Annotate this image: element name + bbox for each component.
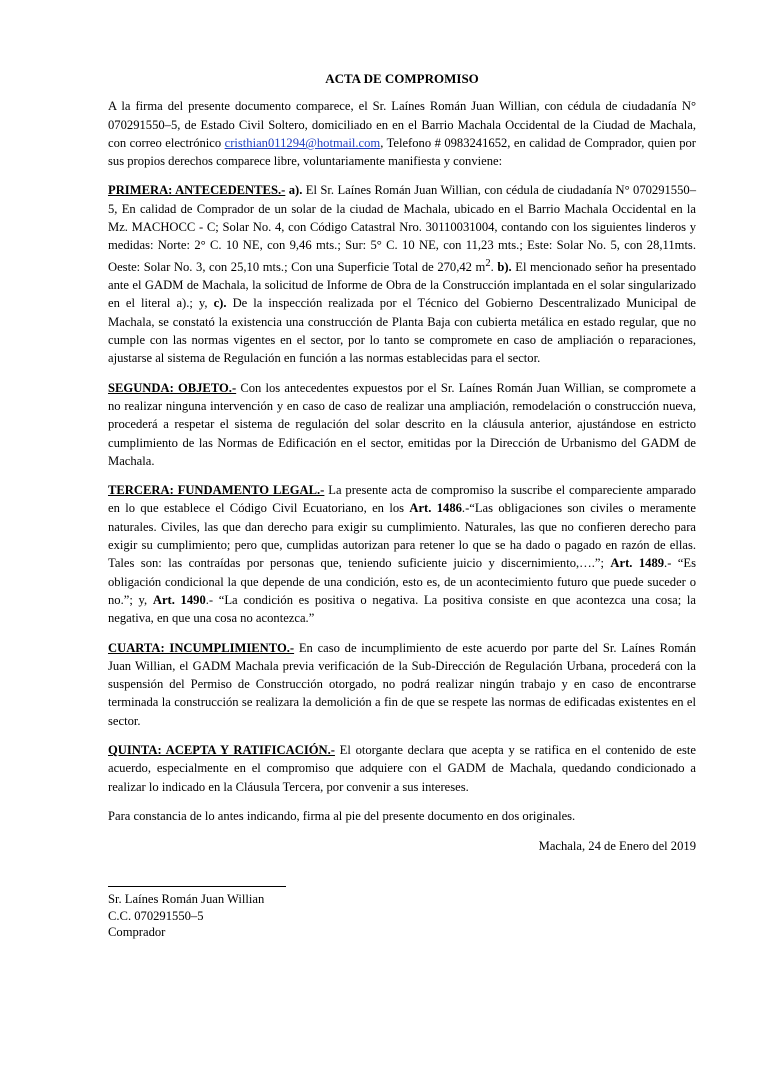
signer-role: Comprador [108, 925, 166, 940]
article-1489: Art. 1489 [610, 556, 665, 571]
clause-quinta-text: El otorgante declara que acepta y se ratifica en el contenido de este acuerdo, especialmente en el compromiso que adquiere con el GADM de Machala, quedando condicionado a realizar lo indicado en la Cláusula Tercera, por convenir a sus intereses. [108, 742, 697, 794]
closing-paragraph: Para constancia de lo antes indicando, firma al pie del presente documento en dos originales. [108, 808, 576, 823]
document-page [108, 70, 696, 941]
intro-text-after-email: , Telefono # 0983241652, en calidad de Comprador, quien por sus propios derechos comparece libre, voluntariamente manifiesta y conviene: [108, 135, 696, 169]
clause-primera-a-label: a). [288, 183, 303, 198]
signature-block [108, 882, 696, 941]
document-title: ACTA DE COMPROMISO [325, 71, 479, 86]
article-1490: Art. 1490 [152, 592, 206, 607]
clause-primera [108, 181, 696, 367]
clause-primera-b-text: El mencionado señor ha presentado ante el GADM de Machala, la solicitud de Informe de Obra de la Construcción implantada en el solar singularizado en el literal a).; y, [108, 259, 697, 311]
clause-primera-a-end: . [490, 259, 498, 274]
clause-primera-c-text: De la inspección realizada por el Técnico del Gobierno Descentralizado Municipal de Machala, se constató la existencia una construcción de Planta Baja con cubierta metálica en estado regular, que no cumple con las normas vigentes en el sector, por lo tanto se compromete en caso de ampliación o reparaciones, ajustarse al sistema de Regulación en función a las normas establecidas para el sector. [108, 296, 696, 366]
clause-quinta-heading: QUINTA: ACEPTA Y RATIFICACIÓN.- [108, 742, 335, 757]
email-link[interactable]: cristhian011294@hotmail.com [224, 135, 381, 150]
clause-tercera-text-2: .-“Las obligaciones son civiles o meramente naturales. Civiles, las que dan derecho para exigir su cumplimiento. Naturales, las que no confieren derecho para exigir su cumplimiento; pero que, cumplidas autorizan para retener lo que se ha dado o pagado en razón de ellas. Tales son: las contraídas por personas que, teniendo suficiente juicio y discernimiento,….”; [108, 501, 696, 571]
clause-cuarta-heading: CUARTA: INCUMPLIMIENTO.- [108, 640, 295, 655]
clause-tercera-text-4: .- “La condición es positiva o negativa. La positiva consiste en que acontezca una cosa; la negativa, en que una cosa no acontezca.” [108, 592, 696, 626]
clause-segunda-text: Con los antecedentes expuestos por el Sr. Laínes Román Juan Willian, se compromete a no realizar ninguna intervención y en caso de caso de realizar una ampliación, remodelación o construcción nueva, procederá a respetar el sistema de regulación del solar descrito en la cláusula anterior, ajustándose en estricto cumplimiento de las Normas de Edificación en el sector, emitidas por la Dirección de Urbanismo del GADM de Machala. [108, 380, 696, 468]
clause-primera-c-label: c). [213, 296, 227, 311]
signature-line [108, 882, 286, 887]
clause-cuarta-text: En caso de incumplimiento de este acuerdo por parte del Sr. Laínes Román Juan Willian, el GADM Machala previa verificación de la Sub-Dirección de Regulación Urbana, procederá con la suspensión del Permiso de Construcción otorgado, no podrá realizar ningún trabajo y en caso de encontrarse terminada la construcción se realizara la demolición a fin de que se respete las normas de edificadas existentes en el sector. [108, 640, 696, 728]
clause-primera-a-text: El Sr. Laínes Román Juan Willian, con cédula de ciudadanía N° 070291550–5, En calidad de Comprador de un solar de la ciudad de Machala, ubicado en el Barrio Machala Occidental en la Mz. MACHOCC - C; Solar No. 4, con Código Catastral Nro. 30110031004, contando con los siguientes linderos y medidas: Norte: 2° C. 10 NE, con 9,46 mts.; Sur: 5° C. 10 NE, con 11,23 mts.; Este: Solar No. 5, con 28,11mts. Oeste: Solar No. 3, con 25,10 mts.; Con una Superficie Total de 270,42 m [108, 183, 696, 274]
signer-id: C.C. 070291550–5 [108, 908, 204, 923]
clause-tercera-text-3: .- “Es obligación condicional la que depende de una condición, esto es, de un acontecimiento futuro que puede suceder o no.”; y, [108, 556, 696, 607]
clause-tercera [108, 481, 696, 627]
clause-primera-heading: PRIMERA: ANTECEDENTES.- [108, 183, 286, 198]
clause-tercera-text-1: La presente acta de compromiso la suscribe el compareciente amparado en lo que establece el Código Civil Ecuatoriano, en los [108, 483, 696, 516]
article-1486: Art. 1486 [409, 501, 462, 516]
intro-paragraph [108, 97, 696, 170]
superscript-two: 2 [485, 257, 491, 269]
intro-text-before-email: A la firma del presente documento comparece, el Sr. Laínes Román Juan Willian, con cédula de ciudadanía N° 070291550–5, de Estado Civil Soltero, domiciliado en en el Barrio Machala Occidental de la Ciudad de Machala, con correo electrónico [108, 99, 696, 150]
clause-tercera-heading: TERCERA: FUNDAMENTO LEGAL.- [108, 483, 325, 498]
clause-primera-b-label: b). [497, 259, 512, 274]
clause-segunda-heading: SEGUNDA: OBJETO.- [108, 380, 237, 395]
clause-cuarta [108, 639, 696, 730]
clause-segunda [108, 379, 696, 470]
clause-quinta [108, 741, 696, 796]
signer-name: Sr. Laínes Román Juan Willian [108, 892, 265, 907]
document-date: Machala, 24 de Enero del 2019 [538, 839, 696, 854]
